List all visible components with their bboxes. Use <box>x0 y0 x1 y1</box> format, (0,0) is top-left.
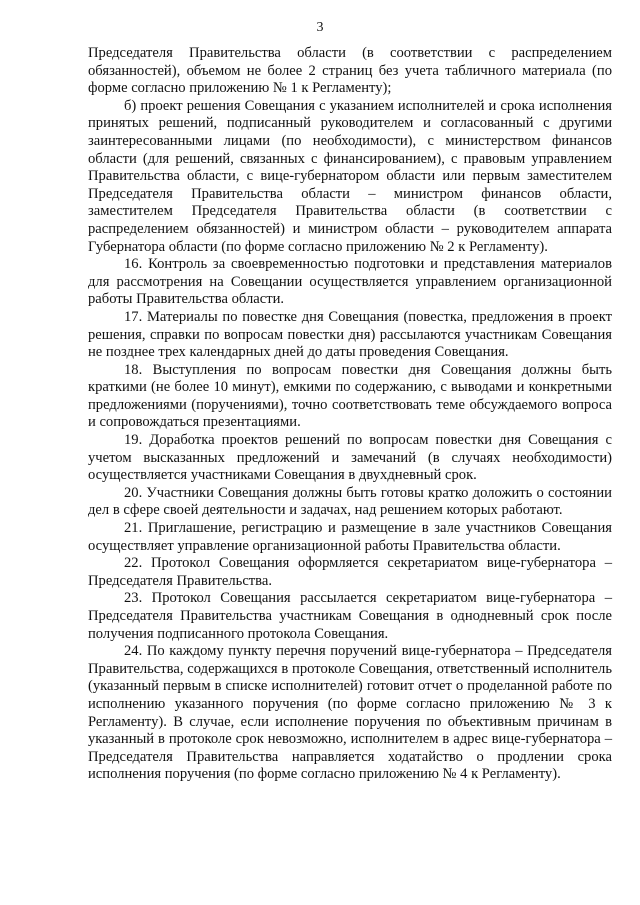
paragraph-19: 19. Доработка проектов решений по вопросам повестки дня Совещания с учетом высказанных предложений и замечаний (в случаях необходимости) осуществляется участниками Совещания в двухдневный срок. <box>88 432 612 484</box>
paragraph-20: 20. Участники Совещания должны быть готовы кратко доложить о состоянии дел в сфере своей деятельности и задачах, над решением которых работают. <box>88 484 612 519</box>
paragraph-b-draft-decision: б) проект решения Совещания с указанием исполнителей и срока исполнения принятых решений, подписанный руководителем и согласованный с другими заинтересованными лицами (по необходимости), с министерством финансов области (для решений, связанных с финансированием), с правовым управлением Правительства области, с вице-губернатором области или первым заместителем Председателя Правительства области – министром финансов области, заместителем Председателя Правительства области (в соответствии с распределением обязанностей) и министром области – руководителем аппарата Губернатора области (по форме согласно приложению № 2 к Регламенту). <box>88 97 612 255</box>
paragraph-18: 18. Выступления по вопросам повестки дня Совещания должны быть краткими (не более 10 минут), емкими по содержанию, с выводами и конкретными предложениями (поручениями), точно соответствовать теме обсуждаемого вопроса и сопровождаться презентациями. <box>88 361 612 431</box>
paragraph-23: 23. Протокол Совещания рассылается секретариатом вице-губернатора – Председателя Правительства участникам Совещания в однодневный срок после получения подписанного протокола Совещания. <box>88 590 612 642</box>
paragraph-17: 17. Материалы по повестке дня Совещания (повестка, предложения в проект решения, справки по вопросам повестки дня) рассылаются участникам Совещания не позднее трех календарных дней до даты проведения Совещания. <box>88 308 612 361</box>
paragraph-24: 24. По каждому пункту перечня поручений вице-губернатора – Председателя Правительства, содержащихся в протоколе Совещания, ответственный исполнитель (указанный первым в списке исполнителей) готовит отчет о проделанной работе по исполнению указанного поручения (по форме согласно приложению № 3 к Регламенту). В случае, если исполнение поручения по объективным причинам в указанный в протоколе срок невозможно, исполнителем в адрес вице-губернатора – Председателя Правительства направляется ходатайство о продлении срока исполнения поручения (по форме согласно приложению № 4 к Регламенту). <box>88 643 612 783</box>
paragraph-continuation: Председателя Правительства области (в соответствии с распределением обязанностей), объемом не более 2 страниц без учета табличного материала (по форме согласно приложению № 1 к Регламенту); <box>88 45 612 97</box>
page-number: 3 <box>316 20 324 35</box>
paragraph-22: 22. Протокол Совещания оформляется секретариатом вице-губернатора – Председателя Правительства. <box>88 555 612 589</box>
paragraph-16: 16. Контроль за своевременностью подготовки и представления материалов для рассмотрения на Совещании осуществляется управлением организационной работы Правительства области. <box>88 256 612 308</box>
paragraph-21: 21. Приглашение, регистрацию и размещение в зале участников Совещания осуществляет управление организационной работы Правительства области. <box>88 520 612 554</box>
document-body <box>88 45 612 784</box>
